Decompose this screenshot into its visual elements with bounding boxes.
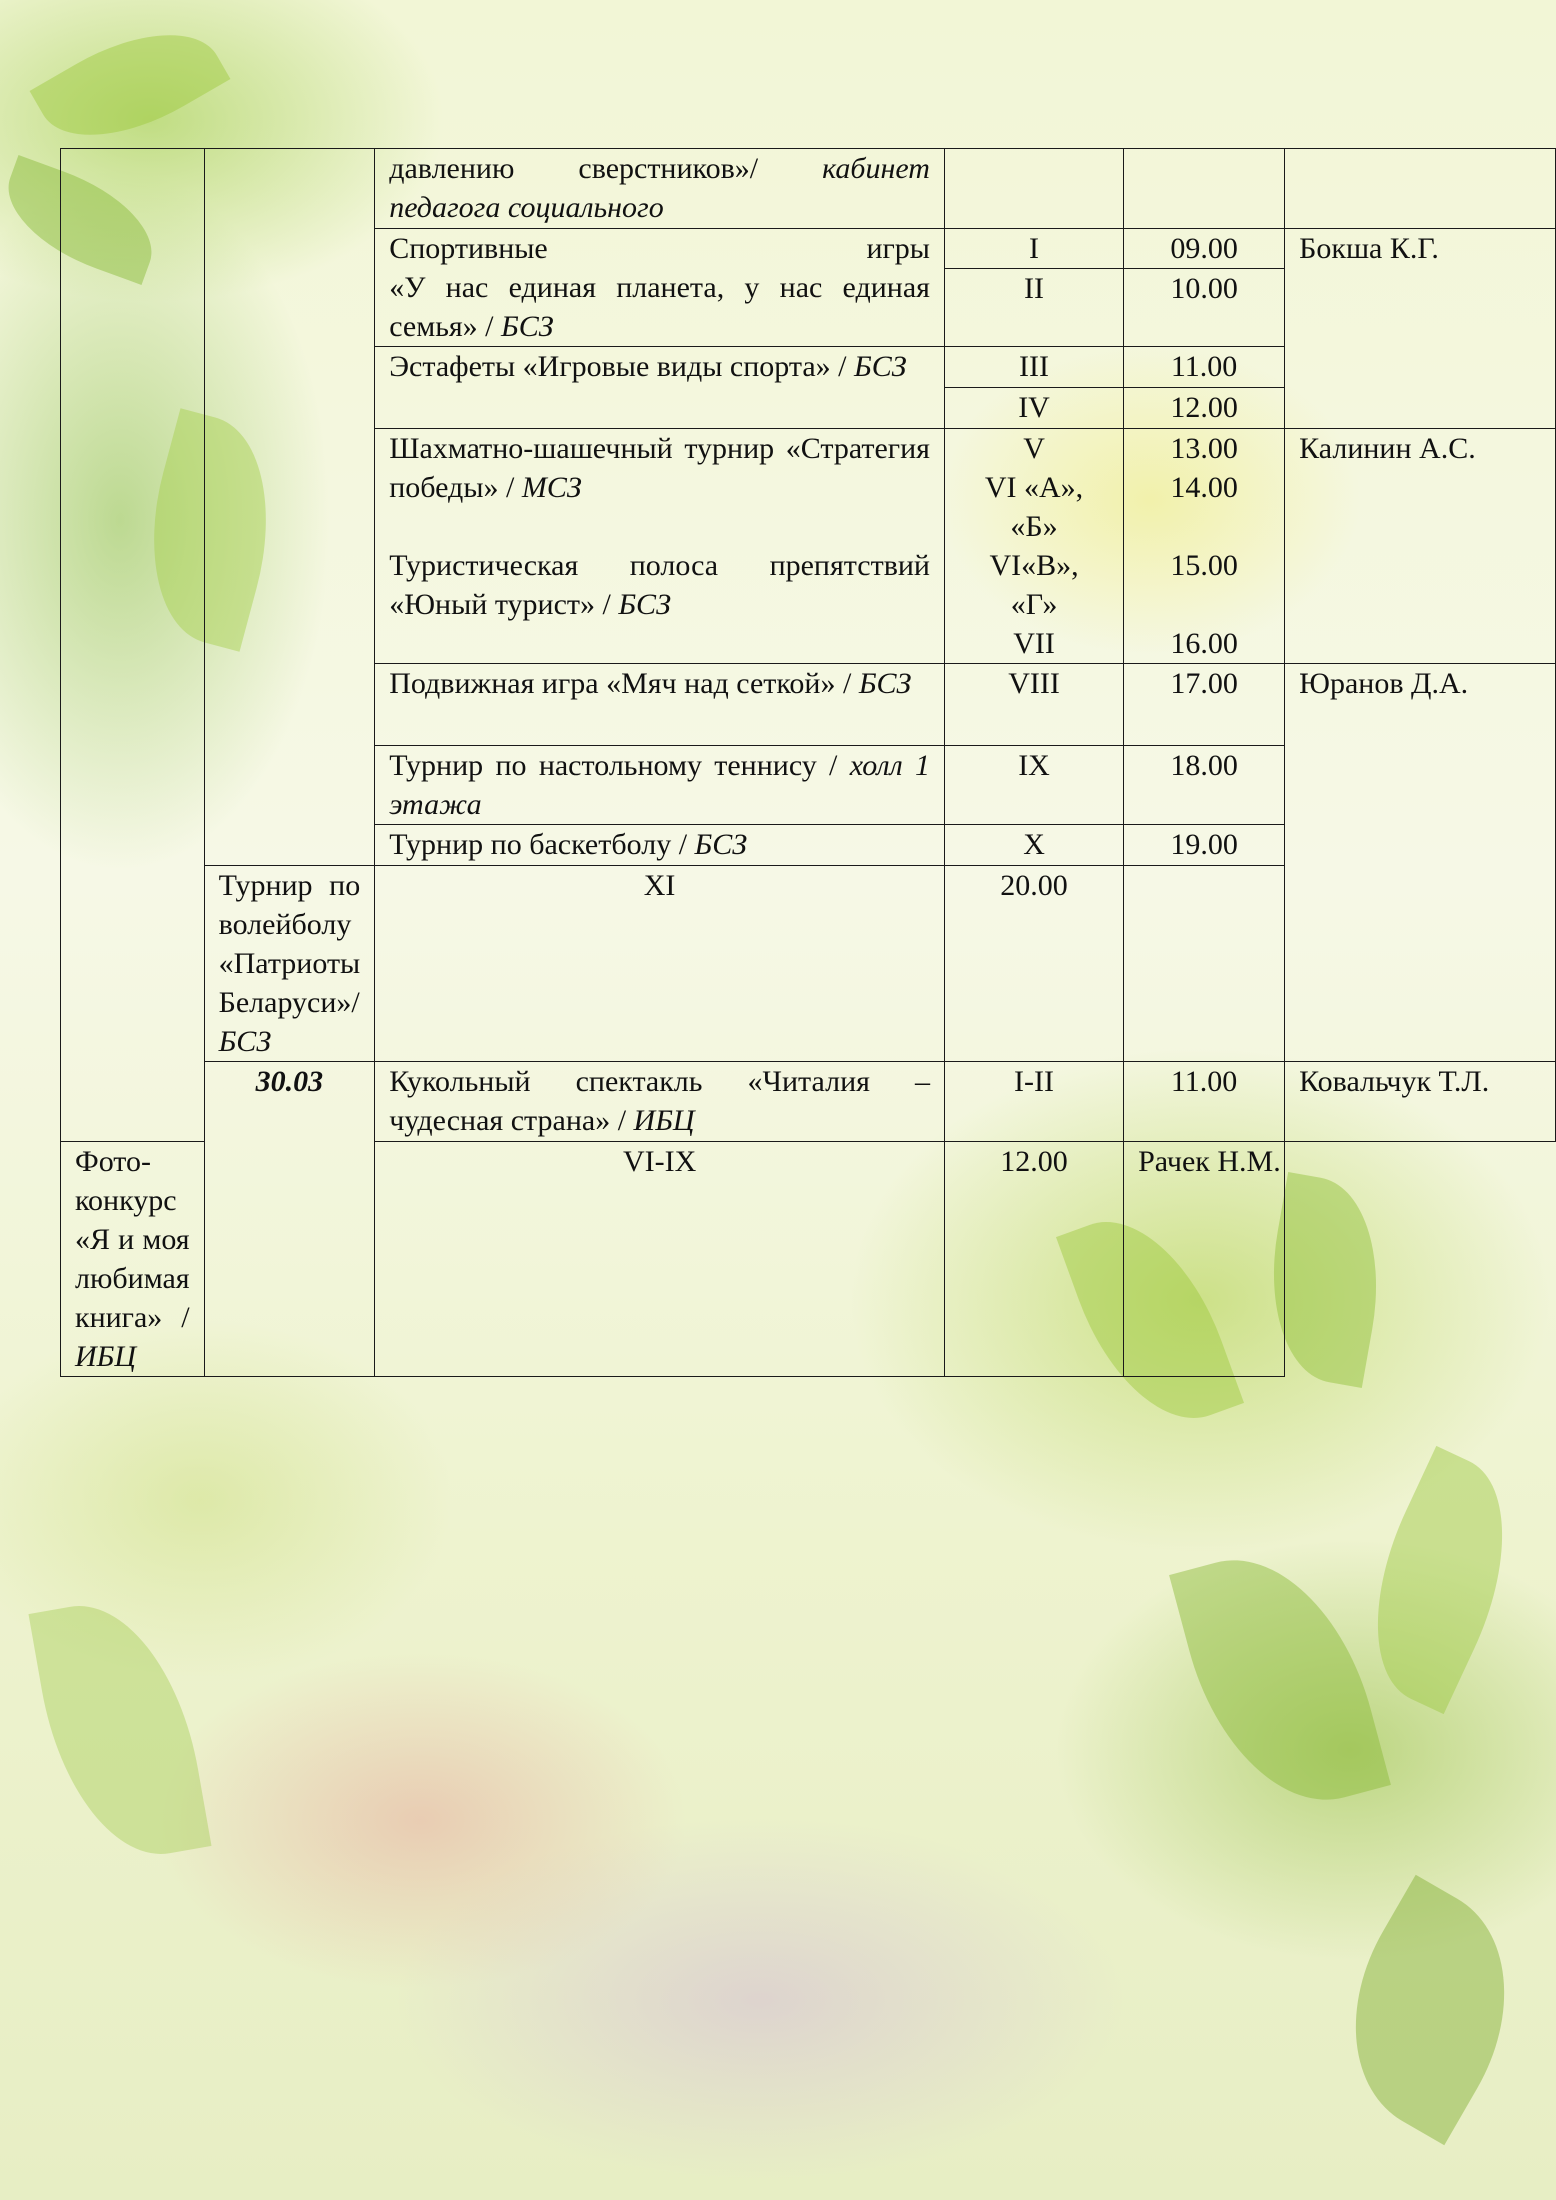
class-value: VII xyxy=(1013,627,1055,660)
class-cell: X xyxy=(944,825,1123,866)
class-cell xyxy=(944,347,1123,429)
class-cell: I-II xyxy=(944,1062,1123,1142)
activity-cell xyxy=(375,746,945,825)
class-cell: I xyxy=(944,229,1123,269)
time-value: 15.00 xyxy=(1170,549,1238,582)
date-cell xyxy=(204,149,375,866)
class-value: IV xyxy=(1018,391,1050,424)
activity-text: Туристическая полоса препятствий «Юный турист» / xyxy=(389,549,930,621)
time-value xyxy=(1124,585,1284,624)
activity-text: Эстафеты «Игровые виды спорта» / xyxy=(389,350,854,383)
responsible-cell xyxy=(1285,149,1556,229)
date-cell: 30.03 xyxy=(204,1062,375,1377)
activity-place: БСЗ xyxy=(501,310,554,343)
activity-cell xyxy=(375,149,945,229)
time-value: 13.00 xyxy=(1170,432,1238,465)
class-cell: VIII xyxy=(944,664,1123,746)
activity-text: Турнир по баскетболу / xyxy=(389,828,695,861)
activity-cell xyxy=(375,664,945,746)
time-value: 12.00 xyxy=(1170,391,1238,424)
time-cell: 12.00 xyxy=(944,1142,1123,1377)
activity-item xyxy=(389,429,930,546)
time-cell xyxy=(1124,149,1285,229)
class-value: VI «А», xyxy=(984,471,1084,504)
activity-text: давлению сверстников»/ xyxy=(389,152,823,185)
activity-text: «У нас единая планета, у нас единая семья» / xyxy=(389,271,930,343)
time-value xyxy=(1124,507,1284,546)
activity-item xyxy=(389,546,930,624)
time-cell xyxy=(1124,429,1285,664)
activity-text: Фото-конкурс «Я и моя любимая книга» / xyxy=(75,1145,190,1334)
activity-place: кабинет педагога социального xyxy=(389,152,930,224)
activity-place: МСЗ xyxy=(521,471,582,504)
class-cell: XI xyxy=(375,866,945,1062)
activity-place: холл 1 этажа xyxy=(389,749,930,821)
time-cell: 20.00 xyxy=(944,866,1123,1062)
time-value: 16.00 xyxy=(1170,627,1238,660)
activity-cell xyxy=(375,347,945,429)
class-value: VI«В», xyxy=(989,549,1079,582)
time-cell: 17.00 xyxy=(1124,664,1285,746)
class-cell xyxy=(944,429,1123,664)
time-cell: 18.00 xyxy=(1124,746,1285,825)
schedule-table xyxy=(60,148,1556,1377)
class-cell xyxy=(944,149,1123,229)
activity-text: Турнир по волейболу «Патриоты Беларуси»/ xyxy=(218,869,361,1019)
activity-cell xyxy=(375,1062,945,1142)
class-value: «Б» xyxy=(1010,510,1058,543)
time-cell: 11.00 xyxy=(1124,1062,1285,1142)
responsible-cell: Ковальчук Т.Л. xyxy=(1285,1062,1556,1142)
table-row xyxy=(61,1062,1556,1142)
activity-place: БСЗ xyxy=(218,1025,272,1058)
time-cell: 09.00 xyxy=(1124,229,1285,269)
activity-place: ИБЦ xyxy=(75,1340,137,1373)
table-row xyxy=(61,149,1556,229)
class-cell: II xyxy=(944,269,1123,347)
class-cell: VI-IX xyxy=(375,1142,945,1377)
activity-cell xyxy=(375,429,945,664)
time-value: 11.00 xyxy=(1124,347,1284,388)
activity-cell xyxy=(61,1142,205,1377)
activity-title: Спортивные игры xyxy=(389,232,930,265)
activity-place: БСЗ xyxy=(618,588,671,621)
responsible-cell: Рачек Н.М. xyxy=(1124,1142,1285,1377)
class-value: V xyxy=(1023,432,1045,465)
time-cell: 19.00 xyxy=(1124,825,1285,866)
activity-place: ИБЦ xyxy=(633,1104,695,1137)
activity-place: БСЗ xyxy=(854,350,907,383)
activity-text: Шахматно-шашечный турнир «Стратегия победы» / xyxy=(389,432,930,504)
activity-text: Турнир по настольному теннису / xyxy=(389,749,850,782)
responsible-cell: Калинин А.С. xyxy=(1285,429,1556,664)
activity-cell xyxy=(375,229,945,347)
time-cell xyxy=(1124,347,1285,429)
responsible-cell: Юранов Д.А. xyxy=(1285,664,1556,1062)
activity-place: БСЗ xyxy=(858,667,912,700)
activity-text: Подвижная игра «Мяч над сеткой» / xyxy=(389,667,859,700)
activity-cell xyxy=(204,866,375,1062)
index-cell xyxy=(61,149,205,1142)
activity-place: БСЗ xyxy=(694,828,748,861)
class-value: III xyxy=(945,347,1123,388)
class-cell: IX xyxy=(944,746,1123,825)
responsible-cell: Бокша К.Г. xyxy=(1285,229,1556,429)
class-value: «Г» xyxy=(1010,588,1058,621)
activity-cell xyxy=(375,825,945,866)
time-value: 14.00 xyxy=(1170,471,1238,504)
activity-text: Кукольный спектакль «Читалия – чудесная страна» / xyxy=(389,1065,930,1137)
time-cell: 10.00 xyxy=(1124,269,1285,347)
